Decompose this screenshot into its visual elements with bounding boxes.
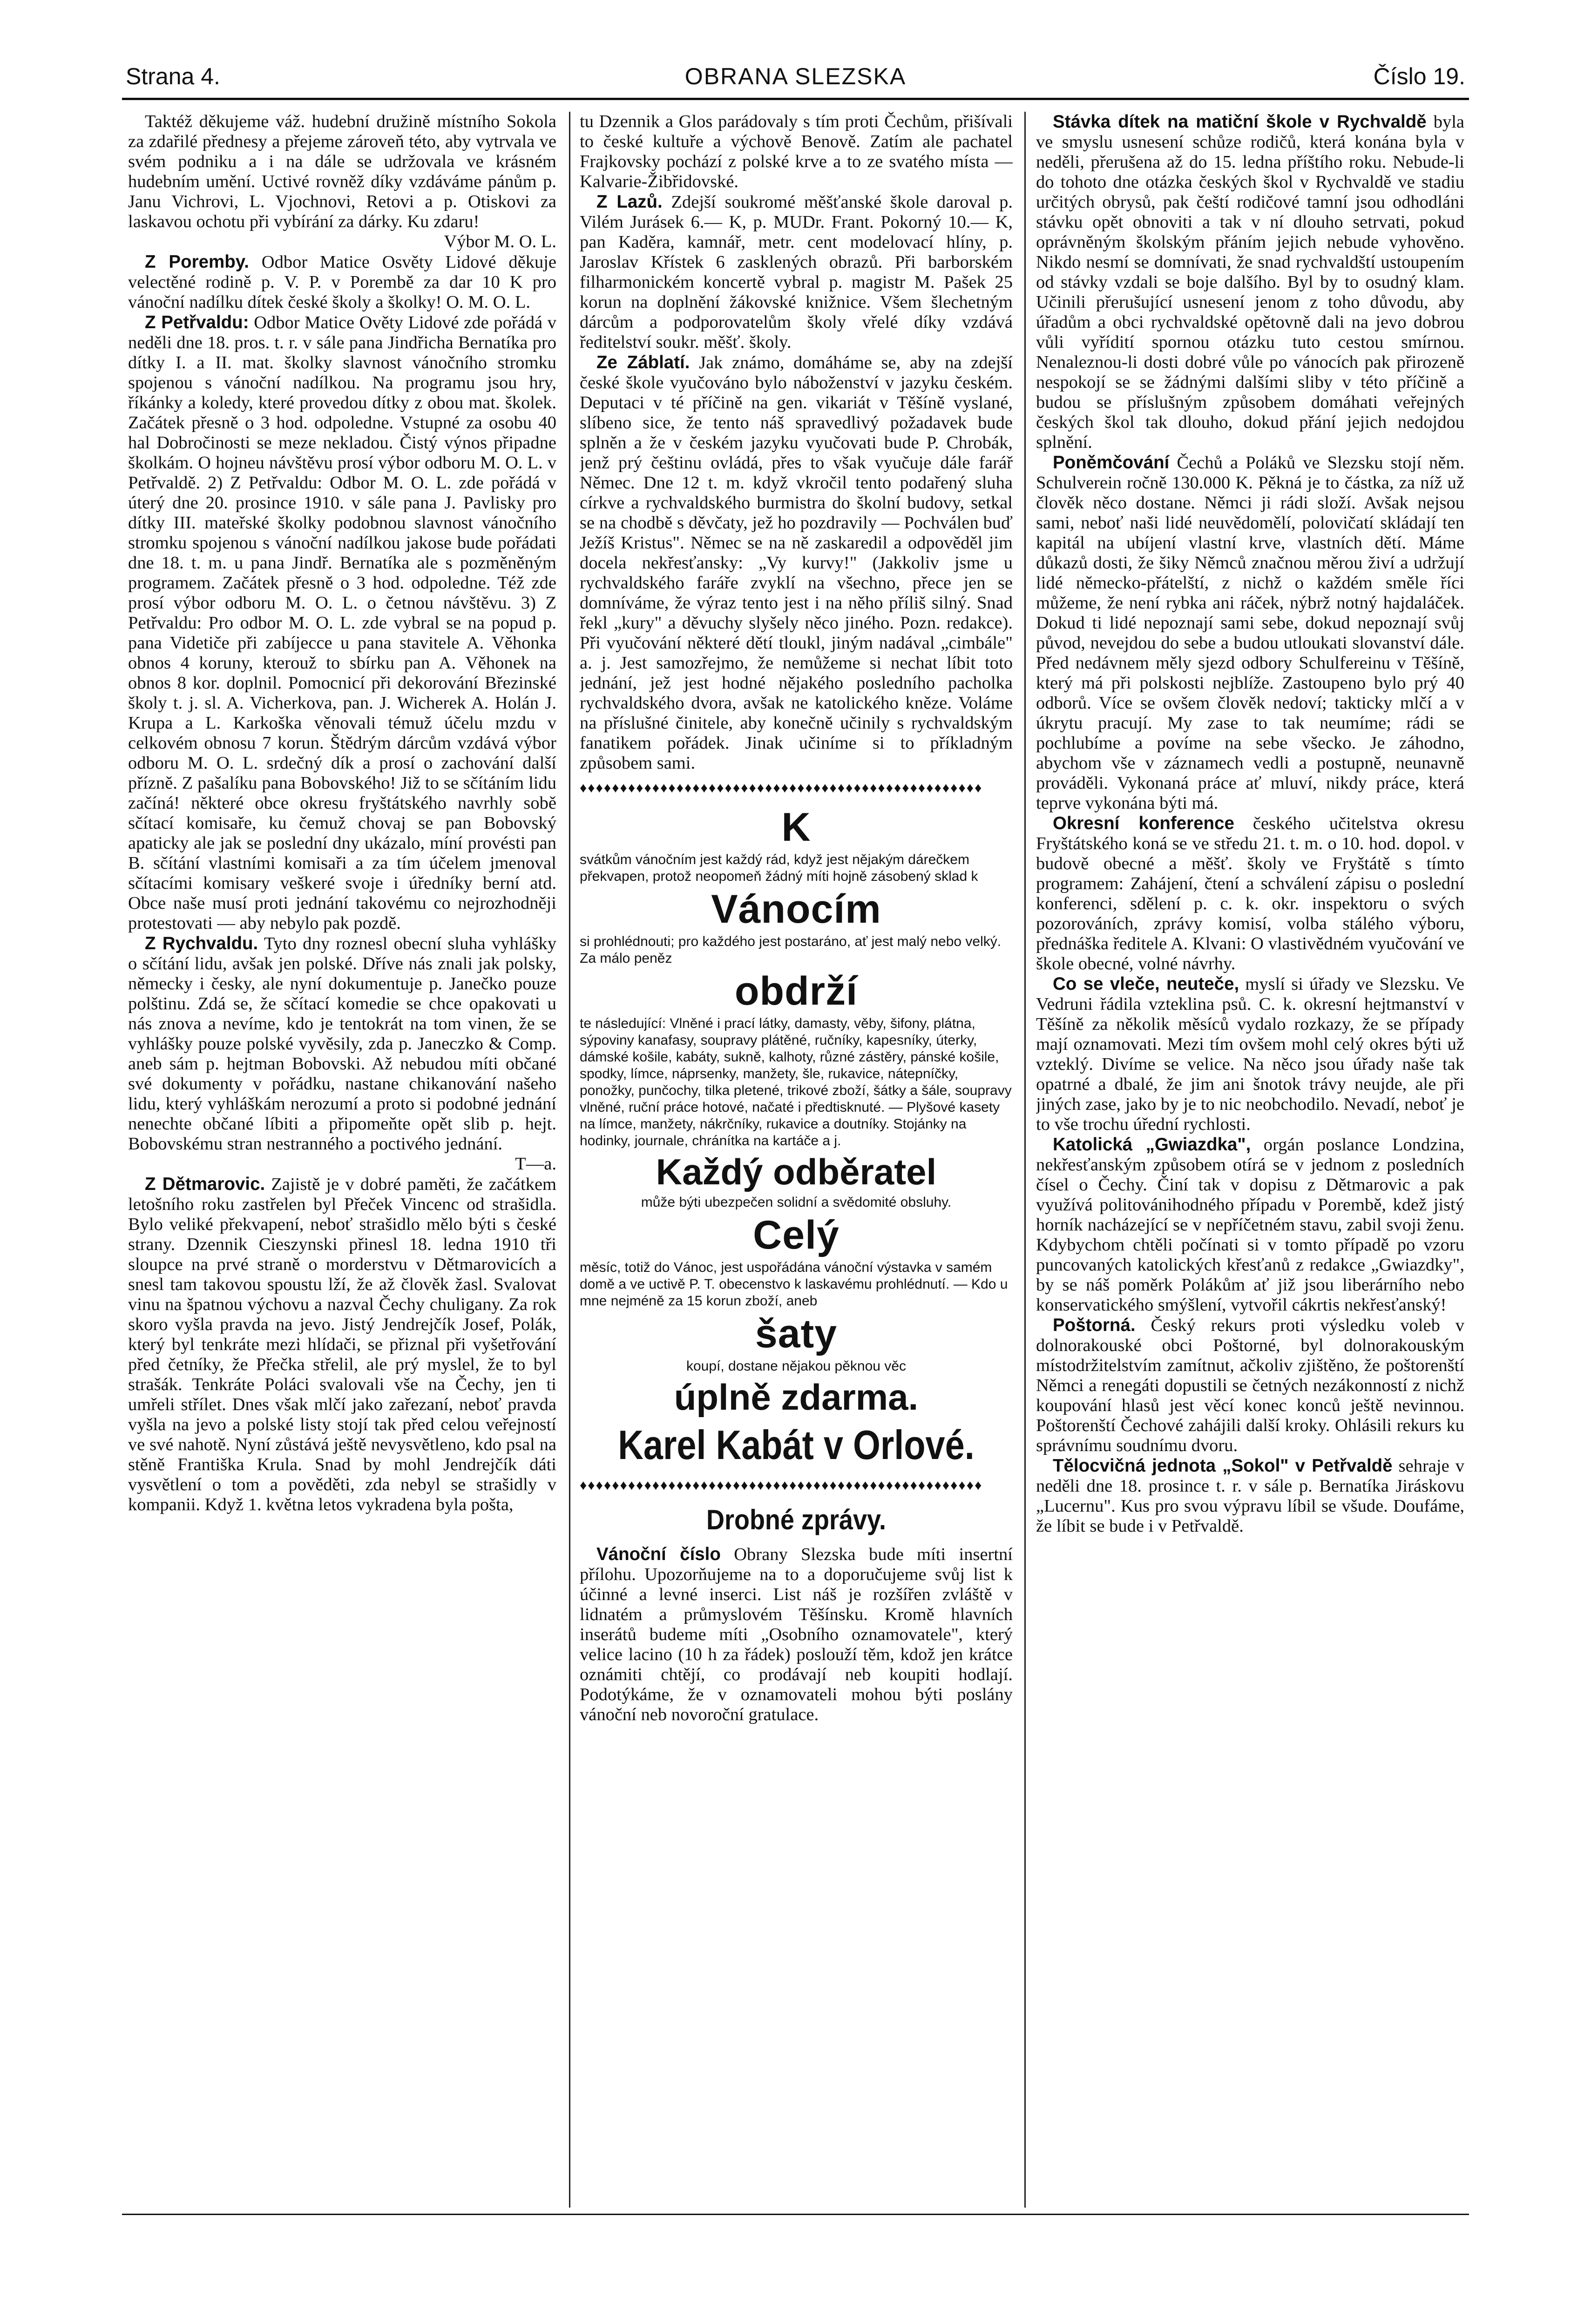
ad-text: měsíc, totiž do Vánoc, jest uspořádána vánoční výstavka v samém domě a ve uctivě P. T. obecenstvo k laskavému prohlédnutí. — Kdo u mne nejméně za 15 korun zboží, aneb: [580, 1260, 1008, 1309]
article-heading: Stávka dítek na matiční škole v Rychvaldě: [1053, 112, 1427, 132]
ad-text: koupí, dostane nějakou pěknou věc: [686, 1358, 907, 1374]
ad-headline: Celý: [753, 1213, 840, 1257]
article-paragraph: Taktéž děkujeme váž. hudební družině místního Sokola za zdařilé přednesy a přejeme zároveň této, aby vytrvala ve svém podniku a i na dále se udržovala ve krásném hudebním umění. Uctivé rovněž díky vzdáváme pánům p. Janu Vichrovi, L. Vjochnovi, Retovi a p. Otiskovi za laskavou ochotu při vybírání za dárky. Ku zdaru!: [128, 112, 556, 231]
article-paragraph: [1036, 974, 1464, 1135]
ad-headline: Vánocím: [711, 887, 881, 932]
article-paragraph: [580, 352, 1013, 773]
section-title: Drobné zprávy.: [706, 1504, 887, 1535]
signature: T—a.: [515, 1154, 556, 1174]
ad-text: svátkům vánočním jest každý rád, když jest nějakým dárečkem překvapen, protož neopomeň žádný míti hojně zásobený sklad k: [580, 852, 978, 884]
column-divider: [569, 112, 570, 2208]
page-header: [126, 63, 1465, 95]
article-text: Zdejší soukromé měšťanské škole daroval p. Vilém Jurásek 6.— K, p. MUDr. Frant. Pokorný 10.— K, pan Kaděra, kamnář, metr. cent modelovací hlíny, p. Jaroslav Křístek 6 zasklených obrazů. Při barborském filharmonickém koncertě vybral p. magistr M. Pašek 25 korun na doplnění žákovské knižnice. Všem šlechetným dárcům a podporovatelům školy vřelé díky vzdává ředitelství soukr. měšť. školy.: [580, 192, 1013, 352]
ad-text: může býti ubezpečen solidní a svědomité obsluhy.: [641, 1195, 952, 1210]
ad-headline: Každý odběratel: [656, 1151, 937, 1192]
footer-rule: [122, 2214, 1469, 2215]
article-text: Odbor Matice Osvěty Lidové děkuje velectěné rodině p. V. P. v Porembě za dar 10 K pro vánoční nadílku dítek české školy a školky! O. M. O. L.: [128, 252, 556, 312]
article-text: sehraje v neděli dne 18. prosince t. r. v sále p. Bernatíka Jiráskovu „Lucernu". Kus pro svou výpravu líbil se všude. Doufáme, že líbit se bude i v Petřvaldě.: [1036, 1456, 1464, 1536]
article-heading: Poněmčování: [1053, 453, 1170, 473]
column-left: [128, 112, 556, 2208]
ad-text: te následující: Vlněné i prací látky, damasty, věby, šifony, plátna, sýpoviny kanafasy, soupravy plátěné, ručníky, kapesníky, úterky, dámské košile, kabáty, sukně, kalhoty, různé zástěry, pánské košile, spodky, límce, náprsenky, manžety, šle, rukavice, nátepníčky, ponožky, punčochy, tilka pletené, trikové zboží, šátky a šále, soupravy vlněné, ruční práce hotové, načaté i předtisknuté. — Plyšové kasety na límce, manžety, nákrčníky, rukavice a doutníky. Stojánky na hodinky, journale, chránítka na kartáče a j.: [580, 1016, 1012, 1148]
article-text: byla ve smyslu usnesení schůze rodičů, která konána byla v neděli, přerušena až do 15. ledna příštího roku. Nebude-li do tohoto dne otázka českých škol v Rychvaldě ve stadiu určitých obrysů, pak čeští rodičové tamní jsou odhodláni stávku opět obnoviti a tak v ní dlouho setrvati, pokud oprávněným školským přáním jejich nebude vyhověno. Nikdo nesmí se domnívati, že snad rychvaldští ustoupením od stávky vzdali se boje dalšího. Byl by to osudný klam. Učinili přerušující usnesení jenom z toho důvodu, aby úřadům a obci rychvaldské opětovně dali na jevo dobrou vůli vyřídití spornou otázku tuto cestou smírnou. Nenaleznou-li dosti dobré vůle po vánocích pak přirozeně nespokojí se se žádnými dalšími sliby v této příčině a budou se příslušným způsobem domáhati veřejných českých škol tak dlouho, dokud přání jejich nedojdou splnění.: [1036, 112, 1464, 452]
article-text: Český rekurs proti výsledku voleb v dolnorakouské obci Poštorné, byl dolnorakouským místodržitelstvím zamítnut, ačkoliv zjištěno, že poštorenští Němci a renegáti dopustili se četných nezákonností z nichž koupování hlasů jest věcí konec konců ještě nevinnou. Poštorenští Čechové zahájili další kroky. Ohlásili rekurs ku správnímu soudnímu dvoru.: [1036, 1316, 1464, 1455]
article-paragraph: [1036, 813, 1464, 974]
article-paragraph: [580, 1544, 1013, 1725]
article-paragraph: [128, 1174, 556, 1515]
article-paragraph: [1036, 1315, 1464, 1456]
ad-headline: obdrží: [735, 969, 858, 1013]
article-heading: Poštorná.: [1053, 1315, 1136, 1335]
article-text: Jak známo, domáháme se, aby na zdejší české škole vyučováno bylo náboženství v jazyku českém. Deputaci v té příčině na gen. vikariát v Těšíně vyslané, slíbeno sice, že tento náš spravedlivý požadavek bude splněn a že v českém jazyku vyučovati bude P. Chrobák, jenž prý češtinu ovládá, přes to však vyučuje dále farář Němec. Dne 12 t. m. když vkročil tento podařený sluha církve a rychvaldského burmistra do školní budovy, setkal se na chodbě s děvčaty, jež ho pozdravily — Pochválen buď Ježíš Kristus". Němec se na ně zaskaredil a odpověděl jim docela nekřesťansky: „Vy kurvy!" (Jakkoliv jsme u rychvaldského faráře zvyklí na všechno, přece jen se domníváme, že výraz tento jest i na něho příliš silný. Snad řekl „kury" a děvuchy slyšely něco jiného. Pozn. redakce). Při vyučování některé dětí tloukl, jiným nadával „cimbále" a. j. Jest samozřejmo, že nemůžeme si nechat líbit toto jednání, jež jest hodné nějakého posledního pacholka rychvaldského dvora, avšak ne katolického kněze. Voláme na příslušné činitele, aby konečně učinily s rychvaldským fanatikem pořádek. Jinak učiníme si to příkladným způsobem sami.: [580, 353, 1013, 773]
article-text: Obrany Slezska bude míti insertní přílohu. Upozorňujeme na to a doporučujeme svůj list k účinné a levné inserci. List náš je rozšířen zvláště v lidnatém a průmyslovém Těšínsku. Kromě hlavních inserátů budeme míti „Osobního oznamovatele", který velice lacino (10 h za řádek) poslouží těm, kdož jen krátce oznámiti chtějí, co prodávají neb koupiti hodlají. Podotýkáme, že v oznamovateli mohou býti poslány vánoční neb novoroční gratulace.: [580, 1545, 1013, 1724]
column-right: [1036, 112, 1464, 2208]
newspaper-title: OBRANA SLEZSKA: [684, 63, 907, 89]
article-text: orgán poslance Londzina, nekřesťanským způsobem otírá se v jednom z posledních čísel o Čechy. Činí tak v dopisu z Dětmarovic a pak využívá politovánihodného případu v Porembě, kdež jistý horník nacházející se v nepříčetném stavu, zabil svoji ženu. Kdybychom chtěli počínati si v tomto případě po vzoru puncovaných katolických křesťanů z redakce „Gwiazdky", by se náš poměrk Polákům ať již jsou liberárního nebo konservatického smýšlení, vytvořil cákrtis nekřesťanský!: [1036, 1135, 1464, 1315]
article-text: Odbor Matice Ověty Lidové zde pořádá v neděli dne 18. pros. t. r. v sále pana Jindřicha Bernatíka pro dítky I. a II. mat. školky slavnost vánočního stromku spojenou s vánoční nadílkou. Na programu jsou hry, říkánky a koledy, které provedou dítky z obou mat. školek. Začátek přesně o 3 hod. odpoledne. Vstupné za osobu 40 hal Dobročinosti se meze nekladou. Čistý výnos připadne školkám. O hojneu návštěvu prosí výbor odboru M. O. L. v Petřvaldě. 2) Z Petřvaldu: Odbor M. O. L. zde pořádá v úterý dne 20. prosince 1910. v sále pana J. Pavlisky pro dítky III. mateřské školky podobnou slavnost vánočního stromku spojenou s vánoční nadílkou jakose bude pořádati dne 18. t. m. u pana Jindř. Bernatíka ale s pozměněným programem. Začátek přesně o 3 hod. odpoledne. Též zde prosí výbor odboru M. O. L. o četnou návštěvu. 3) Z Petřvaldu: Pro odbor M. O. L. zde vybral se na popud p. pana Videtiče při zabíjecce u pana stavitele A. Věhonka obnos 4 koruny, kterouž to sbírku pan A. Věhonek na obnos 8 kor. doplnil. Pomocnicí při dekorování Březinské školy t. j. sl. A. Vicherkova, pan. J. Wicherek A. Holán J. Krupa a L. Karkoška věnovali témuž účelu mzdu v celkovém obnosu 7 korun. Štědrým dárcům vzdává výbor odboru M. O. L. srdečný dík a prosí o zachování další přízně. Z pašalíku pana Bobovského! Již to se sčítáním lidu začíná! některé obce okresu fryštátského navrhly sobě sčítací komisaře, ku čemuž chovaj se pan Bobovský apaticky ale jak se poslední dny ukázalo, míní provésti pan B. sčítání vlastními komisaři a za tím účelem jmenoval sčítacími komisary veškeré svoje i úředníky berní atd. Obce naše musí proti jednání takovému co nejrozhodněji protestovati — aby nebylo pak pozdě.: [128, 313, 556, 933]
article-paragraph: [580, 192, 1013, 352]
advertisement-kabat: [580, 803, 1013, 1471]
ad-merchant-name: Karel Kabát v Orlové.: [618, 1422, 975, 1468]
article-heading: Tělocvičná jednota „Sokol" v Petřvaldě: [1053, 1456, 1393, 1476]
header-rule: [122, 98, 1469, 100]
article-heading: Z Petřvaldu:: [145, 312, 249, 332]
article-paragraph: tu Dzennik a Glos parádovaly s tím proti Čechům, přišívali to české kultuře a výchově Benově. Zatím ale pachatel Frajkovsky pochází z polské krve a to ze svatého místa — Kalvarie-Žibřidovské.: [580, 112, 1013, 191]
article-text: Tyto dny roznesl obecní sluha vyhlášky o sčítání lidu, avšak jen polské. Dříve nás znali jak polsky, německy i česky, ale nyní dokumentuje p. Janečko pouze polštinu. Zdá se, že sčítací komedie se chce opakovati u nás znova a nevíme, kdo je tentokrát na tom vinen, že se vyhlášky pouze polské vyvěsily, zda p. Janeczko & Comp. aneb sám p. hejtman Bobovski. Až nebudou míti občané své dokumenty v pořádku, nastane chikanování našeho lidu, který vyhláškám nerozumí a proto si podobné jednání nenechte občané líbiti a připomeňte opět slib p. hejt. Bobovskému stran nestranného a poctivého jednání.: [128, 934, 556, 1154]
signature: Výbor M. O. L.: [444, 232, 556, 251]
article-paragraph: [128, 252, 556, 312]
article-text: Čechů a Poláků ve Slezsku stojí něm. Schulverein ročně 130.000 K. Pěkná je to částka, za níž už člověk něco dostane. Němci ji rádi složí. Avšak nejsou sami, neboť naši lidé neuvědomělí, polovičatí skládají ten kapitál na ubíjení vlastní krve, vlastních dětí. Máme důkazů dosti, že šiky Němců značnou měrou živí a udržují lidé německo-přátelští, z nichž o každém směle říci můžeme, že není rybka ani ráček, nýbrž notný hajdaláček. Dokud ti lidé nepoznají sami sebe, dokud nepoznají svůj původ, nevejdou do sebe a budou utloukati slovanství dále. Před nedávnem měly sjezd odbory Schulfereinu v Těšíně, který má při polskosti nejblíže. Zastoupeno bylo prý 40 odborů. Více se ovšem člověk nedoví; takticky mlčí a v úkrytu pracují. My zase to tak neumíme; rádi se pochlubíme a povíme na sebe všecko. Je záhodno, abychom vše v záznamech vedli a postupně, neunavně prováděli. Vykonaná práce ať mluví, nikdy práce, která teprve vykonána býti má.: [1036, 453, 1464, 813]
article-heading: Z Lazů.: [596, 192, 663, 212]
article-heading: Okresní konference: [1053, 813, 1234, 833]
article-heading: Ze Záblatí.: [596, 352, 690, 372]
ad-headline: úplně zdarma.: [674, 1377, 919, 1418]
article-paragraph: [1036, 453, 1464, 813]
article-text: Zajistě je v dobré paměti, že začátkem letošního roku zastřelen byl Přeček Vincenc od strašidla. Bylo veliké překvapení, neboť strašidlo mělo býti s české strany. Dzennik Cieszynski přinesl 18. ledna 1910 tři sloupce na prvé straně o morderstvu v Dětmarovicích a snesl tam takovou spoustu lží, že až člověk žasl. Svalovat vinu na špatnou výchovu a nazval Čechy chuligany. Za rok skoro vyšla pravda na jevo. Jistý Jendrejčík Josef, Polák, který byl tenkráte mezi hlídači, se přiznal při vyšetřování před četníky, že Přečka střelil, ale prý myslel, že to byl strašák. Tenkráte Poláci svalovali vše na Čechy, jen ti umřeli střílet. Dnes však mlčí jako zařezaní, neboť pravda vyšla na jevo a polské listy stojí tak před celou veřejností ve své nahotě. Nyní zůstává ještě nevysvětleno, kdo psal na stěně Františka Krula. Snad by mohl Jendrejčík dáti vysvětlení o tom a pověděti, zda nebyl se strašidly v kompanii. Když 1. května letos vykradena byla pošta,: [128, 1175, 556, 1514]
ad-initial-letter: K: [781, 805, 811, 850]
article-heading: Z Rychvaldu.: [145, 933, 258, 953]
ad-border-top: ♦♦♦♦♦♦♦♦♦♦♦♦♦♦♦♦♦♦♦♦♦♦♦♦♦♦♦♦♦♦♦♦♦♦♦♦♦♦♦♦♦♦♦♦♦♦♦♦♦♦: [580, 784, 983, 793]
article-paragraph: [1036, 1456, 1464, 1536]
article-text: českého učitelstva okresu Fryštátského koná se ve středu 21. t. m. o 10. hod. dopol. v budově obecné a měšť. školy ve Fryštátě s tímto programem: Zahájení, čtení a schválení zápisu o poslední konferenci, sdělení p. c. k. okr. inspektoru o svých pozorováních, zprávy komisí, volba stálého výboru, přednáška ředitele A. Klvani: O vlastivědném vyučování ve škole obecné, volné návrhy.: [1036, 814, 1464, 973]
article-text: myslí si úřady ve Slezsku. Ve Vedruni řádila vzteklina psů. C. k. okresní hejtmanství v Těšíně za několik měsíců vydalo rozkazy, že se případy mají oznamovati. Mezi tím ovšem mohl celý okres býti už vzteklý. Divíme se velice. Na něco jsou úřady naše tak opatrné a dbalé, že jim ani šnotok trávy neujde, ale při jiných zase, jako by je to nic neobchodilo. Nevadí, neboť je to vše trochu úřední rychlosti.: [1036, 974, 1464, 1134]
ad-text: si prohlédnouti; pro každého jest postaráno, ať jest malý nebo velký. Za málo peněz: [580, 934, 1002, 966]
article-heading: Vánoční číslo: [596, 1544, 721, 1564]
issue-number: Číslo 19.: [1373, 63, 1465, 89]
article-paragraph: [1036, 1135, 1464, 1315]
article-heading: Z Dětmarovic.: [145, 1174, 265, 1194]
column-divider: [1024, 112, 1026, 2208]
article-paragraph: [128, 933, 556, 1154]
column-middle: [580, 112, 1013, 2208]
ad-headline: šaty: [755, 1311, 838, 1356]
article-heading: Co se vleče, neuteče,: [1053, 974, 1239, 994]
article-heading: Katolická „Gwiazdka",: [1053, 1135, 1251, 1155]
page-number: Strana 4.: [126, 63, 220, 89]
article-heading: Z Poremby.: [145, 252, 249, 272]
article-paragraph: [1036, 112, 1464, 453]
article-paragraph: [128, 312, 556, 933]
ad-border-bottom: ♦♦♦♦♦♦♦♦♦♦♦♦♦♦♦♦♦♦♦♦♦♦♦♦♦♦♦♦♦♦♦♦♦♦♦♦♦♦♦♦♦♦♦♦♦♦♦♦♦♦: [580, 1481, 983, 1490]
